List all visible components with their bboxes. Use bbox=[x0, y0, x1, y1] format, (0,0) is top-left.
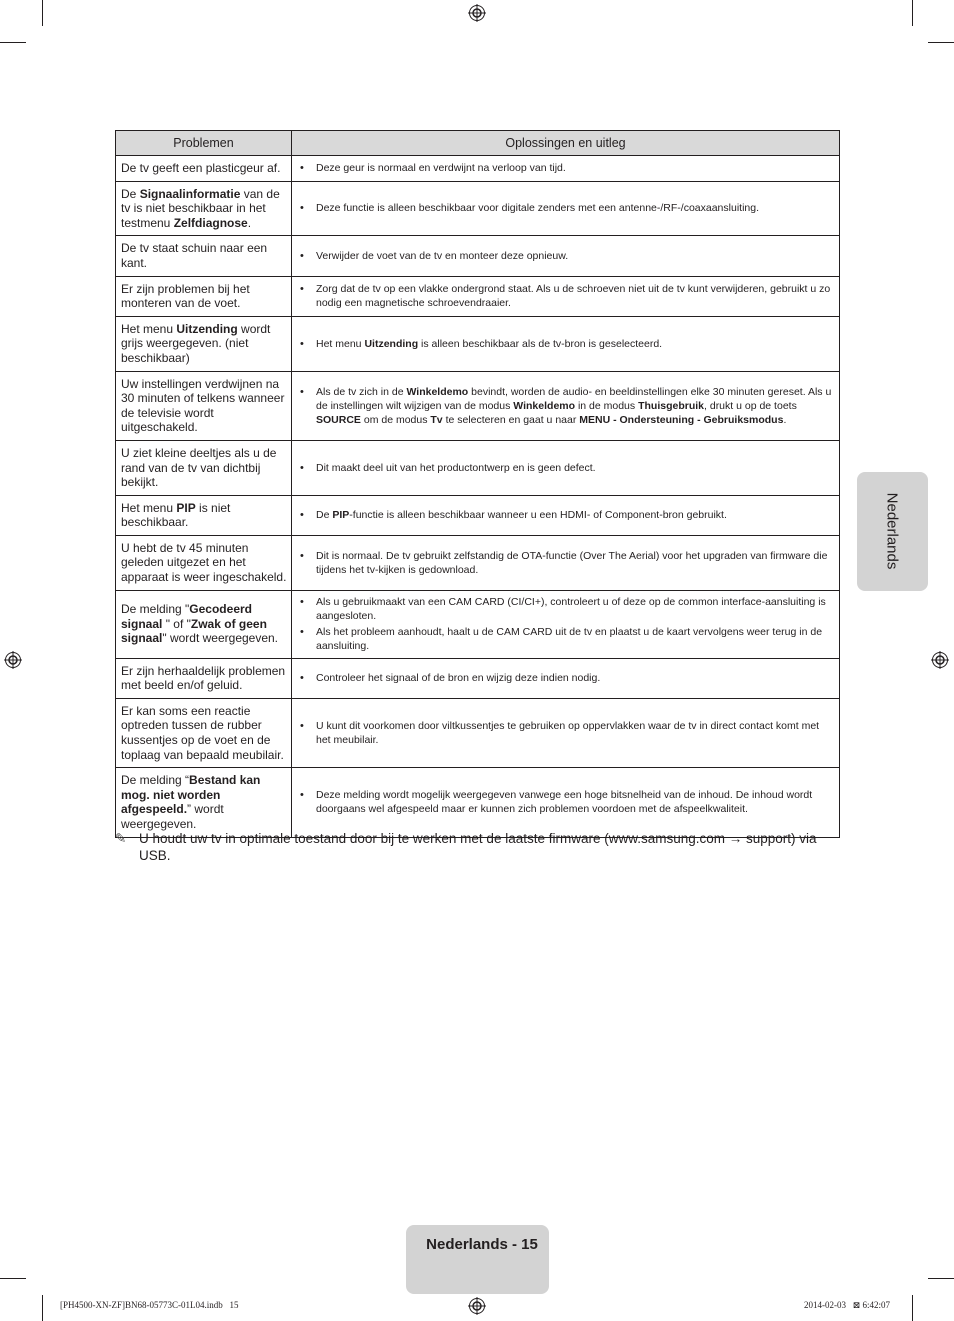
solution-text: Als u gebruikmaakt van een CAM CARD (CI/CI+), controleert u of deze op de common interface-aansluiting is aangesloten. bbox=[316, 596, 826, 623]
solution-item bbox=[300, 161, 834, 175]
solution-text: Winkeldemo bbox=[406, 385, 469, 398]
registration-mark-icon bbox=[4, 651, 22, 669]
problem-text: " wordt weergegeven. bbox=[162, 631, 279, 646]
solution-list bbox=[300, 671, 834, 685]
problem-text: " of " bbox=[162, 616, 191, 631]
solution-list bbox=[300, 508, 834, 522]
solution-cell bbox=[292, 535, 840, 590]
table-row bbox=[116, 236, 840, 276]
problem-text: wordt grijs weergegeven. (niet beschikbaar) bbox=[121, 321, 271, 365]
problem-text: De tv staat schuin naar een kant. bbox=[121, 241, 268, 270]
solution-cell bbox=[292, 590, 840, 658]
problem-cell bbox=[116, 276, 292, 316]
solution-item bbox=[300, 282, 834, 310]
solution-text: Deze melding wordt mogelijk weergegeven vanwege een hoge bitsnelheid van de inhoud. De inhoud wordt doorgaans wel afgespeeld maar er kunnen zich problemen voordoen met de afspeelkwaliteit. bbox=[316, 789, 813, 816]
solution-item bbox=[300, 201, 834, 215]
solution-cell bbox=[292, 440, 840, 495]
solution-item bbox=[300, 788, 834, 816]
table-header-row bbox=[116, 131, 840, 156]
solution-cell bbox=[292, 698, 840, 767]
problem-text: PIP bbox=[176, 500, 196, 515]
registration-mark-icon bbox=[468, 4, 486, 22]
problem-text: Uitzending bbox=[176, 321, 238, 336]
solution-text: SOURCE bbox=[316, 413, 361, 426]
table-row bbox=[116, 156, 840, 182]
solution-item bbox=[300, 595, 834, 623]
crop-mark bbox=[0, 1278, 26, 1279]
table-row bbox=[116, 590, 840, 658]
solution-item bbox=[300, 461, 834, 475]
table-row bbox=[116, 698, 840, 767]
problem-cell bbox=[116, 535, 292, 590]
solution-text: Uitzending bbox=[364, 337, 419, 350]
page-number: Nederlands - 15 bbox=[426, 1236, 538, 1253]
page-number-tab bbox=[406, 1225, 549, 1294]
crop-mark bbox=[0, 42, 26, 43]
problem-cell bbox=[116, 768, 292, 837]
problem-text: ” wordt weergegeven. bbox=[121, 802, 224, 831]
troubleshooting-table bbox=[115, 130, 840, 838]
solution-cell bbox=[292, 371, 840, 440]
solution-item bbox=[300, 549, 834, 577]
pencil-note-icon: ✎ bbox=[115, 831, 127, 846]
solution-list bbox=[300, 282, 834, 310]
solution-text: te selecteren en gaat u naar bbox=[442, 413, 580, 426]
solution-text: Controleer het signaal of de bron en wijzig deze indien nodig. bbox=[316, 672, 601, 685]
problem-text: De tv geeft een plasticgeur af. bbox=[121, 161, 281, 175]
solution-list bbox=[300, 595, 834, 653]
solution-text: U kunt dit voorkomen door viltkussentjes te gebruiken op oppervlakken waar de tv in direct contact komt met het meubilair. bbox=[316, 720, 820, 747]
print-slug-file: [PH4500-XN-ZF]BN68-05773C-01L04.indb 15 bbox=[60, 1300, 239, 1310]
crop-mark bbox=[912, 1295, 913, 1321]
solution-text: Deze geur is normaal en verdwijnt na verloop van tijd. bbox=[316, 162, 566, 175]
solution-text: Het menu bbox=[316, 337, 365, 350]
solution-text: bevindt, worden de audio- en beeldinstellingen elke 30 minuten gereset. Als u de instellingen wilt wijzigen van de modus bbox=[316, 385, 832, 412]
firmware-note bbox=[115, 830, 830, 864]
solution-cell bbox=[292, 495, 840, 535]
crop-mark bbox=[912, 0, 913, 26]
solution-list bbox=[300, 337, 834, 351]
problem-cell bbox=[116, 371, 292, 440]
solution-cell bbox=[292, 768, 840, 837]
table-row bbox=[116, 440, 840, 495]
solution-list bbox=[300, 201, 834, 215]
solution-text: Dit is normaal. De tv gebruikt zelfstandig de OTA-functie (Over The Aerial) voor het upgraden van firmware die tijdens het tv-kijken is gedownload. bbox=[316, 549, 828, 576]
side-tab-label: Nederlands bbox=[883, 492, 901, 570]
problem-text: Signaalinformatie bbox=[139, 186, 241, 201]
problem-text: Uw instellingen verdwijnen na 30 minuten of telkens wanneer de televisie wordt uitgeschakeld. bbox=[121, 376, 285, 435]
solution-cell bbox=[292, 236, 840, 276]
problem-cell bbox=[116, 698, 292, 767]
solution-list bbox=[300, 461, 834, 475]
solution-list bbox=[300, 549, 834, 577]
table-row bbox=[116, 276, 840, 316]
solution-item bbox=[300, 508, 834, 522]
problem-text: . bbox=[247, 215, 252, 230]
problem-cell bbox=[116, 181, 292, 236]
solution-list bbox=[300, 788, 834, 816]
solution-list bbox=[300, 249, 834, 263]
solution-text: Winkeldemo bbox=[513, 399, 576, 412]
problem-cell bbox=[116, 316, 292, 371]
solution-text: Als het probleem aanhoudt, haalt u de CAM CARD uit de tv en plaatst u de kaart vervolgens weer terug in de aansluiting. bbox=[316, 626, 823, 653]
solution-item bbox=[300, 385, 834, 427]
problem-text: Het menu bbox=[121, 500, 177, 515]
solution-list bbox=[300, 161, 834, 175]
problem-text: De bbox=[121, 186, 140, 201]
problem-text: Zelfdiagnose bbox=[173, 215, 248, 230]
solution-text: Als de tv zich in de bbox=[316, 385, 407, 398]
problem-text: De melding “ bbox=[121, 773, 190, 788]
column-header-solutions: Oplossingen en uitleg bbox=[292, 131, 840, 156]
crop-mark bbox=[42, 0, 43, 26]
solution-text: om de modus bbox=[360, 413, 431, 426]
solution-text: is alleen beschikbaar als de tv-bron is geselecteerd. bbox=[418, 337, 663, 350]
solution-cell bbox=[292, 316, 840, 371]
problem-cell bbox=[116, 236, 292, 276]
crop-mark bbox=[928, 42, 954, 43]
problem-text: Het menu bbox=[121, 321, 177, 336]
solution-text: MENU - Ondersteuning - Gebruiksmodus bbox=[579, 413, 784, 426]
solution-item bbox=[300, 337, 834, 351]
table-row bbox=[116, 495, 840, 535]
solution-list bbox=[300, 385, 834, 427]
solution-item bbox=[300, 625, 834, 653]
table-row bbox=[116, 768, 840, 837]
problem-text: van de tv is niet beschikbaar in het testmenu bbox=[121, 186, 280, 230]
solution-text: De bbox=[316, 509, 333, 522]
problem-text: Zwak of geen signaal bbox=[121, 616, 267, 646]
problem-text: Er kan soms een reactie optreden tussen de rubber kussentjes op de voet en de toplaag van bepaald meubilair. bbox=[121, 703, 284, 762]
solution-cell bbox=[292, 181, 840, 236]
solution-text: . bbox=[783, 413, 787, 426]
problem-text: Er zijn herhaaldelijk problemen met beeld en/of geluid. bbox=[121, 663, 286, 693]
problem-text: Bestand kan mog. niet worden afgespeeld. bbox=[121, 773, 261, 817]
solution-text: PIP bbox=[332, 509, 350, 522]
problem-cell bbox=[116, 495, 292, 535]
problem-text: U ziet kleine deeltjes als u de rand van de tv van dichtbij bekijkt. bbox=[121, 445, 277, 490]
table-row bbox=[116, 316, 840, 371]
solution-item bbox=[300, 719, 834, 747]
solution-item bbox=[300, 671, 834, 685]
problem-text: is niet beschikbaar. bbox=[121, 500, 231, 530]
registration-mark-icon bbox=[931, 651, 949, 669]
solution-text: in de modus bbox=[575, 399, 639, 412]
problem-text: Gecodeerd signaal bbox=[121, 602, 252, 631]
solution-text: Tv bbox=[430, 413, 443, 426]
print-slug-timestamp: 2014-02-03 ⊠ 6:42:07 bbox=[803, 1300, 890, 1310]
solution-text: Deze functie is alleen beschikbaar voor digitale zenders met een antenne-/RF-/coaxaansluiting. bbox=[316, 202, 759, 215]
table-row bbox=[116, 181, 840, 236]
crop-mark bbox=[42, 1295, 43, 1321]
crop-mark bbox=[928, 1278, 954, 1279]
solution-list bbox=[300, 719, 834, 747]
registration-mark-icon bbox=[468, 1297, 486, 1315]
problem-text: De melding " bbox=[121, 602, 190, 617]
language-side-tab bbox=[857, 472, 928, 591]
column-header-problems: Problemen bbox=[116, 131, 292, 156]
solution-item bbox=[300, 249, 834, 263]
table-body bbox=[116, 156, 840, 838]
problem-cell bbox=[116, 590, 292, 658]
table-row bbox=[116, 371, 840, 440]
solution-cell bbox=[292, 658, 840, 698]
solution-cell bbox=[292, 156, 840, 182]
note-text: U houdt uw tv in optimale toestand door bij te werken met de laatste firmware (www.samsung.com → support) via USB. bbox=[139, 831, 817, 863]
problem-text: U hebt de tv 45 minuten geleden uitgezet en het apparaat is weer ingeschakeld. bbox=[121, 540, 287, 585]
solution-text: Dit maakt deel uit van het productontwerp en is geen defect. bbox=[316, 461, 596, 474]
problem-cell bbox=[116, 658, 292, 698]
problem-cell bbox=[116, 156, 292, 182]
problem-cell bbox=[116, 440, 292, 495]
table-row bbox=[116, 535, 840, 590]
solution-cell bbox=[292, 276, 840, 316]
table-row bbox=[116, 658, 840, 698]
solution-text: , drukt u op de toets bbox=[704, 399, 797, 412]
problem-text: Er zijn problemen bij het monteren van de voet. bbox=[121, 281, 250, 311]
solution-text: -functie is alleen beschikbaar wanneer u een HDMI- of Component-bron gebruikt. bbox=[349, 509, 727, 522]
solution-text: Thuisgebruik bbox=[638, 399, 705, 412]
solution-text: Zorg dat de tv op een vlakke ondergrond staat. Als u de schroeven niet uit de tv kunt verwijderen, gebruikt u zo nodig een magnetische schroevendraaier. bbox=[316, 283, 831, 310]
solution-text: Verwijder de voet van de tv en monteer deze opnieuw. bbox=[316, 249, 569, 262]
